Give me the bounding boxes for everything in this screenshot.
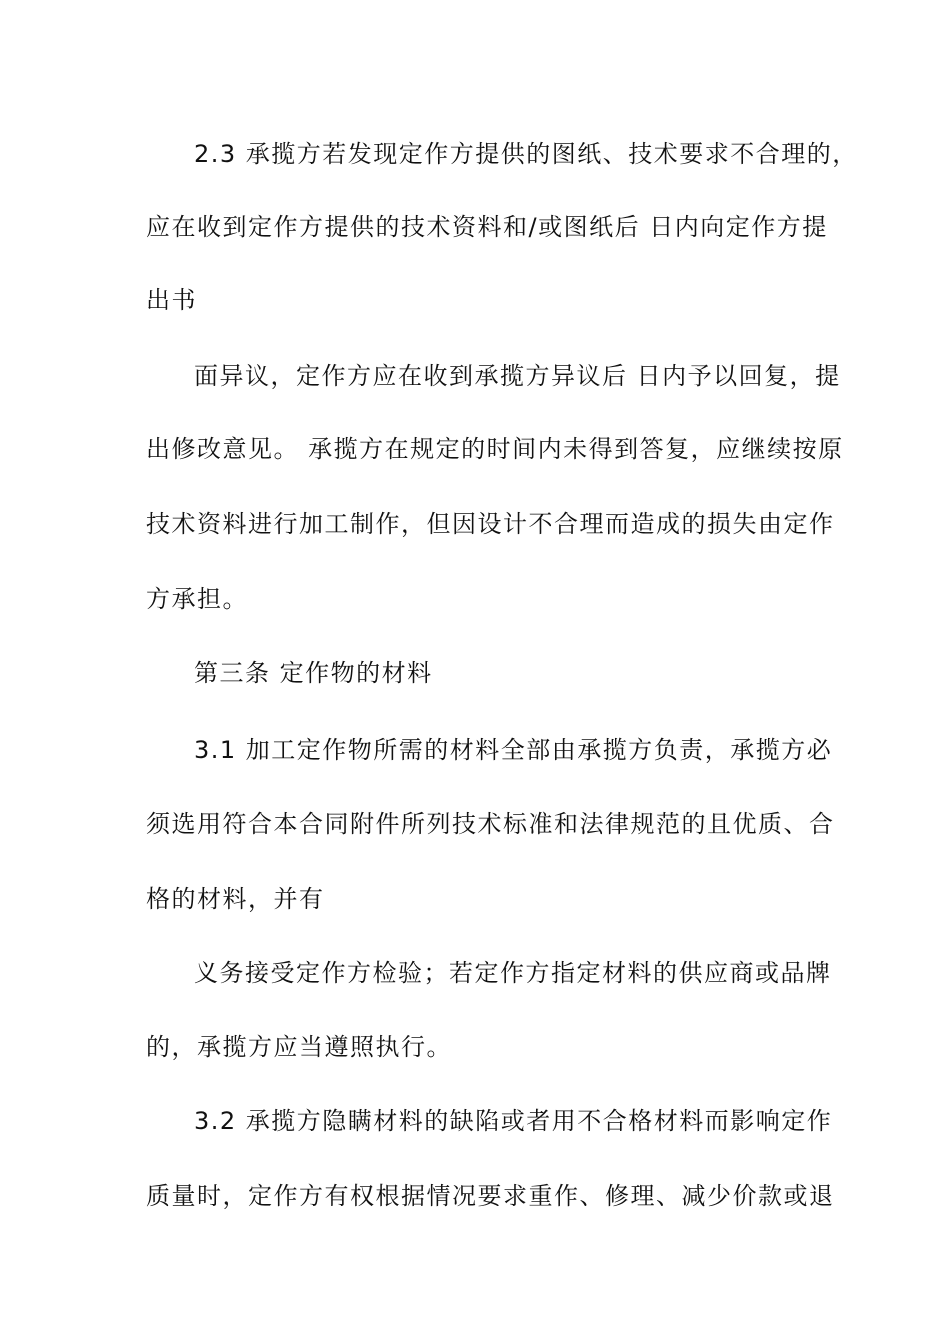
text-line-9: 3.1 加工定作物所需的材料全部由承揽方负责，承揽方必 (194, 736, 833, 764)
text-line-10: 须选用符合本合同附件所列技术标准和法律规范的且优质、合 (146, 810, 835, 838)
text-line-12: 义务接受定作方检验；若定作方指定材料的供应商或品牌 (194, 959, 832, 987)
section-heading: 第三条 定作物的材料 (194, 659, 433, 687)
text-line-5: 出修改意见。 承揽方在规定的时间内未得到答复，应继续按原 (146, 435, 844, 463)
text-line-2: 应在收到定作方提供的技术资料和/或图纸后 日内向定作方提 (146, 213, 828, 241)
text-line-4: 面异议，定作方应在收到承揽方异议后 日内予以回复，提 (194, 362, 841, 390)
text-line-15: 质量时，定作方有权根据情况要求重作、修理、减少价款或退 (146, 1182, 835, 1210)
text-line-3: 出书 (146, 286, 197, 314)
text-line-7: 方承担。 (146, 585, 248, 613)
text-line-13: 的，承揽方应当遵照执行。 (146, 1033, 452, 1061)
text-line-14: 3.2 承揽方隐瞒材料的缺陷或者用不合格材料而影响定作 (194, 1107, 833, 1135)
text-line-11: 格的材料，并有 (146, 885, 325, 913)
text-line-6: 技术资料进行加工制作，但因设计不合理而造成的损失由定作 (146, 510, 835, 538)
text-line-1: 2.3 承揽方若发现定作方提供的图纸、技术要求不合理的， (194, 140, 858, 168)
